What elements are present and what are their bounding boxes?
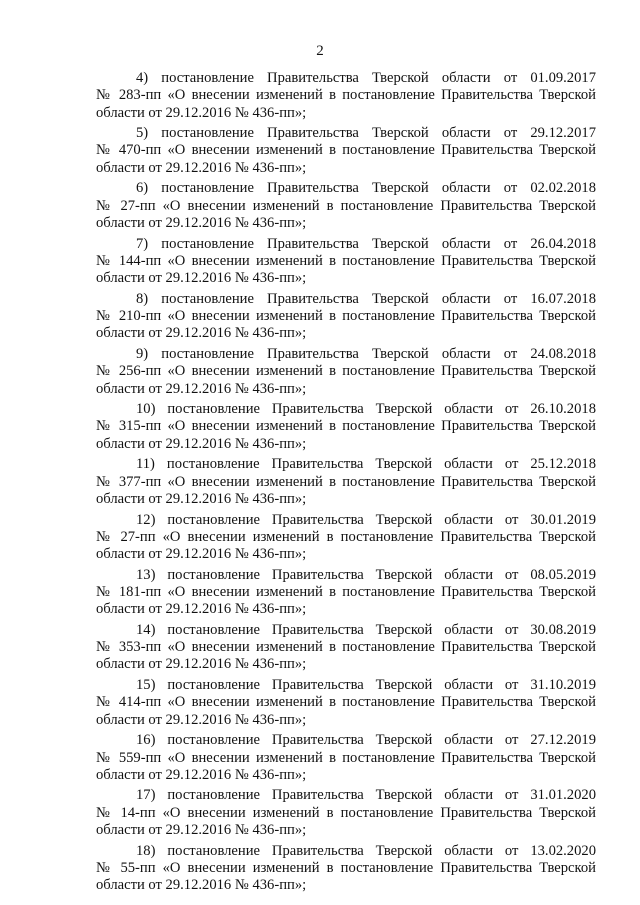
list-item-line-2: № 14-пп «О внесении изменений в постановление Правительства Тверской (96, 804, 596, 821)
list-item-line-3: области от 29.12.2016 № 436-пп»; (96, 435, 307, 452)
list-item-line-1: 10) постановление Правительства Тверской области от 26.10.2018 (136, 401, 596, 418)
list-item-line-3: области от 29.12.2016 № 436-пп»; (96, 766, 307, 783)
list-item-line-3: области от 29.12.2016 № 436-пп»; (96, 270, 307, 287)
list-item-line-3: области от 29.12.2016 № 436-пп»; (96, 656, 307, 673)
list-item-line-2: № 559-пп «О внесении изменений в постановление Правительства Тверской (96, 749, 596, 766)
list-item-line-3: области от 29.12.2016 № 436-пп»; (96, 877, 307, 894)
list-item-line-3: области от 29.12.2016 № 436-пп»; (96, 380, 307, 397)
list-item-line-2: № 315-пп «О внесении изменений в постановление Правительства Тверской (96, 418, 596, 435)
list-item-line-3: области от 29.12.2016 № 436-пп»; (96, 546, 307, 563)
list-item (96, 236, 596, 288)
list-item-line-1: 9) постановление Правительства Тверской области от 24.08.2018 (136, 345, 596, 362)
list-item-line-2: № 353-пп «О внесении изменений в постановление Правительства Тверской (96, 639, 596, 656)
list-item-line-1: 17) постановление Правительства Тверской области от 31.01.2020 (136, 787, 596, 804)
list-item (96, 346, 596, 398)
list-item (96, 291, 596, 343)
list-item-line-2: № 256-пп «О внесении изменений в постановление Правительства Тверской (96, 363, 596, 380)
list-item (96, 512, 596, 564)
list-item-line-1: 13) постановление Правительства Тверской области от 08.05.2019 (136, 566, 596, 583)
list-item-line-3: области от 29.12.2016 № 436-пп»; (96, 214, 307, 231)
list-item (96, 732, 596, 784)
list-item-line-2: № 377-пп «О внесении изменений в постановление Правительства Тверской (96, 473, 596, 490)
list-item (96, 843, 596, 895)
list-item-line-2: № 144-пп «О внесении изменений в постановление Правительства Тверской (96, 252, 596, 269)
page-number: 2 (316, 43, 324, 59)
list-item-line-1: 15) постановление Правительства Тверской области от 31.10.2019 (136, 677, 596, 694)
list-item-line-1: 14) постановление Правительства Тверской области от 30.08.2019 (136, 621, 596, 638)
list-item-line-1: 12) постановление Правительства Тверской области от 30.01.2019 (136, 511, 596, 528)
list-item-line-3: области от 29.12.2016 № 436-пп»; (96, 601, 307, 618)
list-item-line-2: № 414-пп «О внесении изменений в постановление Правительства Тверской (96, 694, 596, 711)
list-item-line-2: № 210-пп «О внесении изменений в постановление Правительства Тверской (96, 308, 596, 325)
list-item-line-2: № 27-пп «О внесении изменений в постановление Правительства Тверской (96, 528, 596, 545)
list-item-line-1: 18) постановление Правительства Тверской области от 13.02.2020 (136, 842, 596, 859)
list-item-line-2: № 470-пп «О внесении изменений в постановление Правительства Тверской (96, 142, 596, 159)
list-item (96, 125, 596, 177)
list-item-line-1: 11) постановление Правительства Тверской области от 25.12.2018 (136, 456, 596, 473)
list-item-line-1: 4) постановление Правительства Тверской области от 01.09.2017 (136, 70, 596, 86)
list-item (96, 622, 596, 674)
list-item-line-1: 7) постановление Правительства Тверской области от 26.04.2018 (136, 235, 596, 252)
list-item (96, 401, 596, 453)
list-item-line-1: 6) постановление Правительства Тверской области от 02.02.2018 (136, 180, 596, 197)
list-item-line-3: области от 29.12.2016 № 436-пп»; (96, 325, 307, 342)
list-item-line-1: 16) постановление Правительства Тверской области от 27.12.2019 (136, 732, 596, 749)
list-item-line-2: № 55-пп «О внесении изменений в постановление Правительства Тверской (96, 859, 596, 876)
list-item-line-2: № 283-пп «О внесении изменений в постановление Правительства Тверской (96, 87, 596, 104)
list-item (96, 787, 596, 839)
list-item-line-2: № 27-пп «О внесении изменений в постановление Правительства Тверской (96, 197, 596, 214)
list-item-line-3: области от 29.12.2016 № 436-пп»; (96, 159, 307, 176)
list-item-line-1: 8) постановление Правительства Тверской области от 16.07.2018 (136, 290, 596, 307)
list-item-line-3: области от 29.12.2016 № 436-пп»; (96, 711, 307, 728)
list-item (96, 70, 596, 122)
list-item-line-3: области от 29.12.2016 № 436-пп»; (96, 104, 307, 121)
list-item (96, 677, 596, 729)
list-item-line-3: области от 29.12.2016 № 436-пп»; (96, 822, 307, 839)
list-item (96, 180, 596, 232)
list-item-line-2: № 181-пп «О внесении изменений в постановление Правительства Тверской (96, 583, 596, 600)
resolution-list (96, 70, 596, 898)
list-item (96, 456, 596, 508)
list-item-line-3: области от 29.12.2016 № 436-пп»; (96, 490, 307, 507)
list-item-line-1: 5) постановление Правительства Тверской области от 29.12.2017 (136, 125, 596, 142)
list-item (96, 567, 596, 619)
